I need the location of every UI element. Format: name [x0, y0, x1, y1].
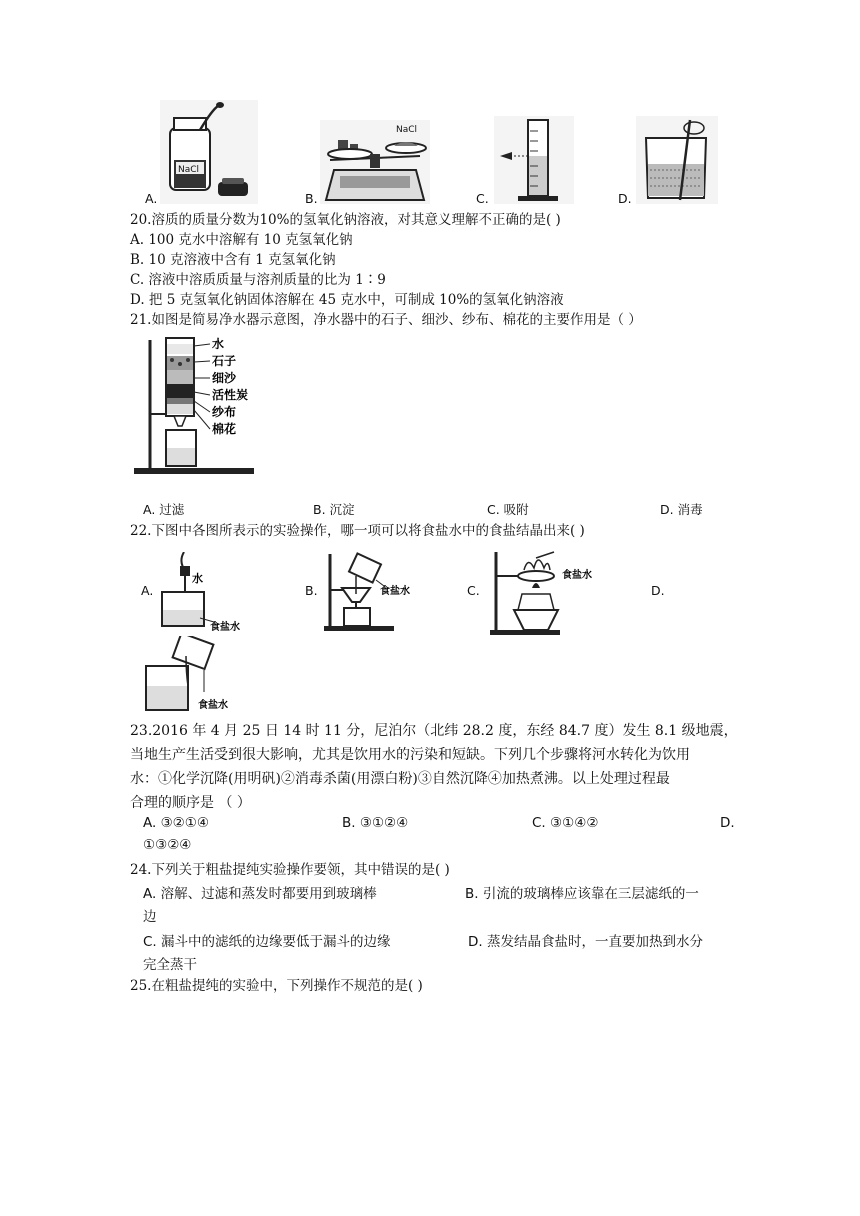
q22-d-salt-label: 食盐水 — [198, 700, 228, 711]
q22-c-salt-label: 食盐水 — [562, 570, 592, 581]
filter-label-gauze: 纱布 — [212, 405, 237, 419]
q19-figure-a — [160, 100, 258, 204]
q21-option-a: A. 过滤 — [143, 502, 185, 517]
q24-option-b-line-2: 边 — [143, 909, 157, 925]
q23-option-c: C. ③①④② — [532, 815, 599, 831]
q23-line-1: 23.2016 年 4 月 25 日 14 时 11 分，尼泊尔（北纬 28.2 度，东经 84.7 度）发生 8.1 级地震， — [130, 723, 738, 739]
q20-option-c: C. 溶液中溶质质量与溶剂质量的比为 1∶9 — [130, 272, 386, 288]
q23-line-2: 当地生产生活受到很大影响，尤其是饮用水的污染和短缺。下列几个步骤将河水转化为饮用 — [130, 747, 690, 763]
q24-option-d-line-2: 完全蒸干 — [143, 957, 197, 973]
q23-option-b: B. ③①②④ — [342, 815, 409, 831]
q23-option-d-value: ①③②④ — [143, 837, 192, 853]
q21-stem: 21.如图是简易净水器示意图，净水器中的石子、细沙、纱布、棉花的主要作用是（ ） — [130, 312, 642, 328]
filter-label-water: 水 — [212, 337, 225, 351]
q20-option-a: A. 100 克水中溶解有 10 克氢氧化钠 — [130, 232, 353, 248]
q20-stem: 20.溶质的质量分数为10%的氢氧化钠溶液，对其意义理解不正确的是( ) — [130, 212, 561, 228]
q19-option-c-label: C. — [476, 191, 489, 206]
q22-stem: 22.下图中各图所表示的实验操作，哪一项可以将食盐水中的食盐结晶出来( ) — [130, 523, 585, 539]
q24-option-b-line-1: B. 引流的玻璃棒应该靠在三层滤纸的一 — [465, 886, 699, 902]
q22-option-d-label: D. — [651, 583, 665, 598]
nacl-balance-label: NaCl — [396, 125, 418, 135]
q22-a-salt-label: 食盐水 — [210, 622, 240, 632]
filter-label-cotton: 棉花 — [212, 422, 237, 436]
q24-option-a: A. 溶解、过滤和蒸发时都要用到玻璃棒 — [143, 886, 377, 902]
q20-option-d: D. 把 5 克氢氧化钠固体溶解在 45 克水中，可制成 10%的氢氧化钠溶液 — [130, 292, 564, 308]
q23-line-3: 水：①化学沉降(用明矾)②消毒杀菌(用漂白粉)③自然沉降④加热煮沸。以上处理过程最 — [130, 771, 670, 787]
q25-stem: 25.在粗盐提纯的实验中，下列操作不规范的是( ) — [130, 978, 423, 994]
q22-figure-a — [158, 552, 250, 632]
q21-option-b: B. 沉淀 — [313, 502, 355, 517]
q23-option-a: A. ③②①④ — [143, 815, 209, 831]
filter-label-carbon: 活性炭 — [212, 388, 249, 402]
q24-stem: 24.下列关于粗盐提纯实验操作要领，其中错误的是( ) — [130, 862, 450, 878]
q22-a-water-label: 水 — [192, 572, 203, 585]
q22-b-salt-label: 食盐水 — [380, 586, 410, 597]
q22-figure-c — [488, 548, 608, 636]
filter-label-sand: 细沙 — [212, 371, 237, 385]
q21-water-filter-diagram — [130, 334, 258, 478]
q24-option-c: C. 漏斗中的滤纸的边缘要低于漏斗的边缘 — [143, 934, 391, 950]
q23-line-4: 合理的顺序是 （ ） — [130, 795, 251, 811]
q24-option-d-line-1: D. 蒸发结晶食盐时，一直要加热到水分 — [468, 934, 703, 950]
filter-label-stone: 石子 — [212, 354, 237, 368]
q19-option-b-label: B. — [305, 191, 318, 206]
q19-figure-d — [636, 116, 718, 204]
q22-figure-b — [322, 550, 418, 632]
q19-figure-b — [320, 120, 430, 204]
q19-figure-c — [494, 116, 574, 204]
q22-option-b-label: B. — [305, 583, 318, 598]
q23-option-d-label: D. — [720, 815, 735, 831]
q19-option-d-label: D. — [618, 191, 632, 206]
q19-option-a-label: A. — [145, 191, 158, 206]
q22-option-c-label: C. — [467, 583, 480, 598]
q20-option-b: B. 10 克溶液中含有 1 克氢氧化钠 — [130, 252, 336, 268]
q21-option-c: C. 吸附 — [487, 502, 529, 517]
nacl-bottle-label: NaCl — [178, 165, 200, 175]
q22-figure-d — [142, 636, 242, 714]
q21-option-d: D. 消毒 — [660, 502, 703, 517]
q22-option-a-label: A. — [141, 583, 154, 598]
